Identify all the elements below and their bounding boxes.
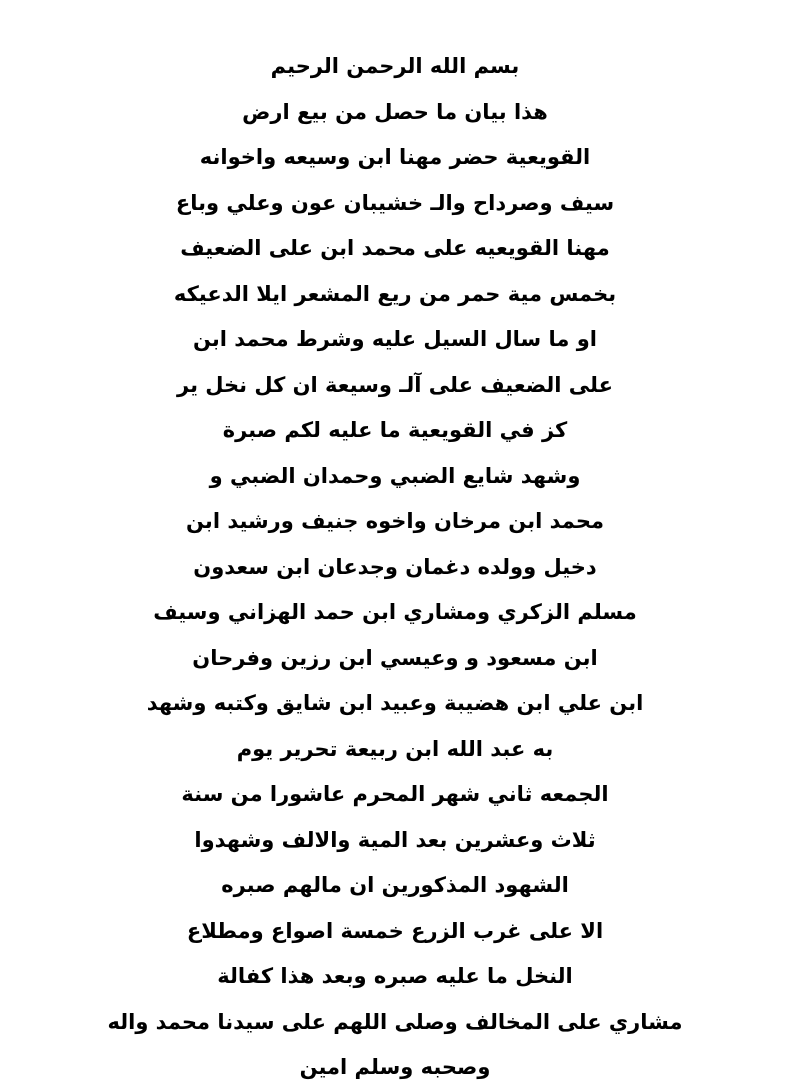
text-line-17: الجمعه ثاني شهر المحرم عاشورا من سنة (181, 782, 609, 806)
text-line-5: مهنا القويعيه على محمد ابن على الضعيف (180, 236, 610, 260)
text-line-3: القويعية حضر مهنا ابن وسيعه واخوانه (199, 145, 591, 169)
text-line-20: الا على غرب الزرع خمسة اصواع ومطلاع (186, 918, 604, 943)
text-line-1: بسم الله الرحمن الرحيم (270, 54, 520, 78)
text-line-11: محمد ابن مرخان واخوه جنيف ورشيد ابن (186, 509, 604, 533)
text-line-23: وصحبه وسلم امين (299, 1055, 491, 1079)
document-body (0, 44, 790, 1091)
text-line-14: ابن مسعود و وعيسي ابن رزين وفرحان (192, 645, 598, 670)
text-line-4: سيف وصرداح والـ خشيبان عون وعلي وباع (175, 190, 615, 215)
text-line-7: او ما سال السيل عليه وشرط محمد ابن (193, 327, 597, 351)
text-line-18: ثلاث وعشرين بعد المية والالف وشهدوا (194, 827, 596, 852)
text-line-19: الشهود المذكورين ان مالهم صبره (221, 873, 569, 897)
text-line-21: النخل ما عليه صبره وبعد هذا كفالة (217, 964, 573, 988)
text-line-9: كز في القويعية ما عليه لكم صبرة (222, 418, 568, 442)
text-line-16: به عبد الله ابن ربيعة تحرير يوم (236, 736, 554, 761)
text-line-13: مسلم الزكري ومشاري ابن حمد الهزاني وسيف (153, 600, 637, 624)
text-line-8: على الضعيف على آلـ وسيعة ان كل نخل ير (177, 372, 613, 397)
text-line-22: مشاري على المخالف وصلى اللهم على سيدنا محمد واله (107, 1009, 683, 1034)
text-line-15: ابن علي ابن هضيبة وعبيد ابن شايق وكتبه وشهد (146, 691, 644, 715)
text-line-12: دخيل وولده دغمان وجدعان ابن سعدون (193, 554, 597, 579)
text-line-10: وشهد شايع الضبي وحمدان الضبي و (209, 463, 581, 488)
text-line-2: هذا بيان ما حصل من بيع ارض (242, 99, 548, 124)
text-line-6: بخمس مية حمر من ريع المشعر ايلا الدعيكه (173, 281, 617, 306)
